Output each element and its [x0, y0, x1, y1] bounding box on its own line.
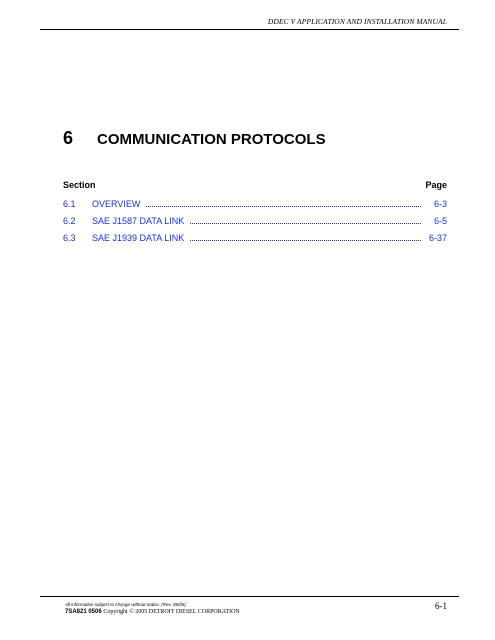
- toc-entry-page[interactable]: 6-3: [433, 199, 447, 209]
- toc-leader-dots: [146, 206, 421, 207]
- table-of-contents: [63, 199, 447, 250]
- toc-entry-title[interactable]: OVERVIEW: [92, 199, 141, 209]
- toc-entry-overview[interactable]: [63, 199, 447, 216]
- header-title: DDEC V APPLICATION AND INSTALLATION MANUAL: [267, 17, 447, 26]
- footer-notice: All information subject to change without notice. (Rev. 06/05): [65, 602, 186, 607]
- document-code: 7SA821 0506: [65, 609, 102, 615]
- footer-copyright-line: [65, 609, 240, 615]
- toc-entry-j1939[interactable]: [63, 233, 447, 250]
- copyright-text: Copyright © 2005 DETROIT DIESEL CORPORATION: [103, 609, 240, 615]
- toc-leader-dots: [190, 223, 421, 224]
- toc-section-label: Section: [63, 180, 96, 190]
- toc-entry-number: 6.3: [63, 233, 76, 243]
- toc-entry-page[interactable]: 6-5: [433, 216, 447, 226]
- toc-entry-number: 6.2: [63, 216, 76, 226]
- chapter-title: COMMUNICATION PROTOCOLS: [97, 131, 326, 148]
- toc-header: [63, 180, 447, 190]
- footer-rule: [40, 596, 459, 597]
- page-number: 6-1: [435, 601, 447, 611]
- chapter-number: 6: [63, 128, 74, 148]
- toc-entry-title[interactable]: SAE J1587 DATA LINK: [92, 216, 185, 226]
- toc-leader-dots: [190, 240, 421, 241]
- chapter-heading: [63, 128, 326, 149]
- toc-entry-number: 6.1: [63, 199, 76, 209]
- toc-entry-j1587[interactable]: [63, 216, 447, 233]
- header-rule: [40, 29, 459, 30]
- toc-entry-title[interactable]: SAE J1939 DATA LINK: [92, 233, 185, 243]
- toc-entry-page[interactable]: 6-37: [428, 233, 447, 243]
- toc-page-label: Page: [425, 180, 447, 190]
